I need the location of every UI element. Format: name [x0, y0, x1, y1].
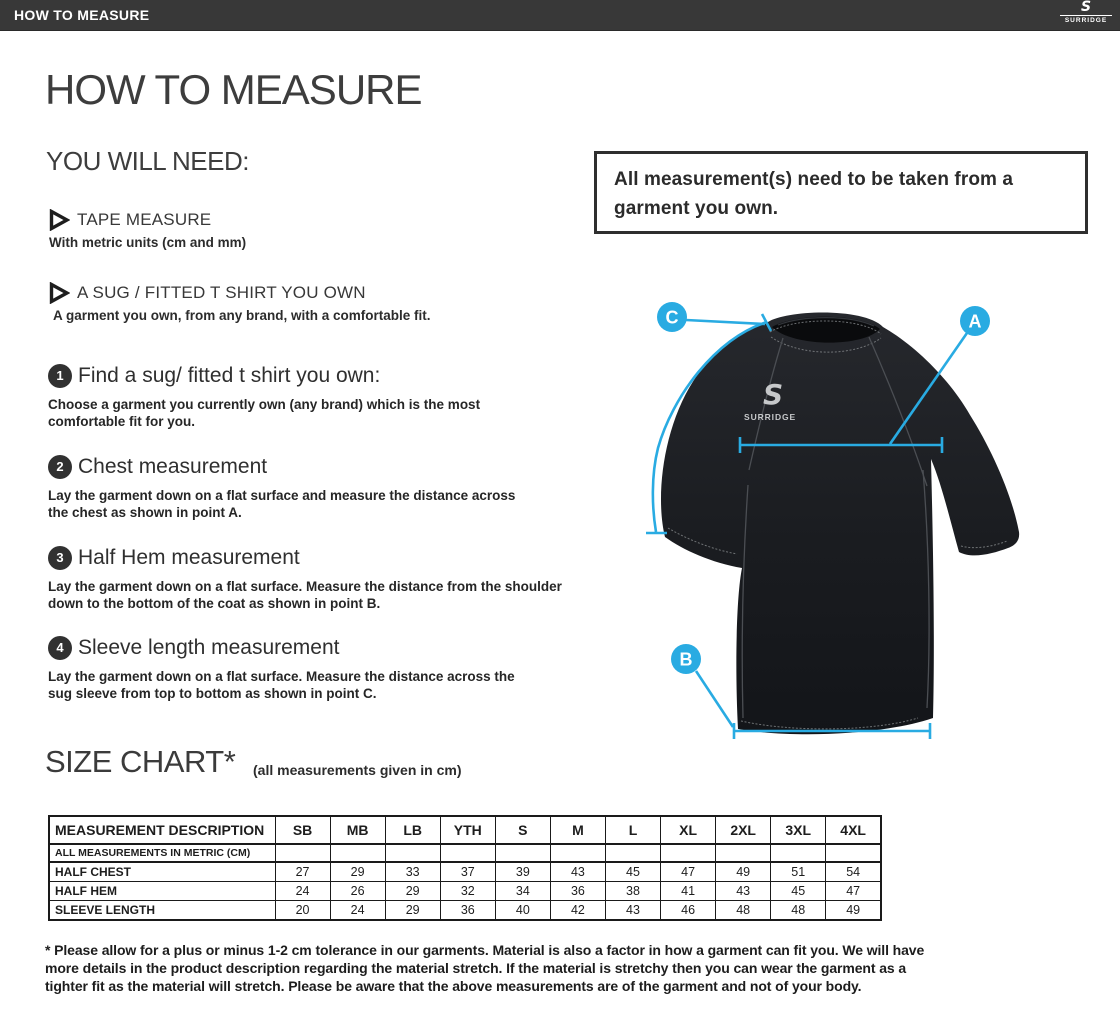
table-subheader-row	[49, 844, 881, 862]
play-triangle-icon	[48, 282, 70, 304]
table-cell: HALF CHEST	[49, 862, 275, 882]
table-cell: 24	[330, 901, 385, 921]
table-cell: 39	[495, 862, 550, 882]
table-cell: HALF HEM	[49, 882, 275, 901]
top-bar	[0, 0, 1120, 31]
step-number-badge: 1	[48, 364, 72, 388]
topbar-title: HOW TO MEASURE	[14, 7, 150, 23]
table-cell: 26	[330, 882, 385, 901]
marker-a-letter: A	[968, 311, 982, 332]
table-cell: 48	[771, 901, 826, 921]
shirt-body	[661, 312, 1019, 734]
table-header-cell: S	[495, 816, 550, 844]
marker-b	[671, 644, 701, 674]
table-cell	[495, 844, 550, 862]
table-cell: 29	[385, 901, 440, 921]
step-3	[48, 546, 608, 616]
shirt-svg	[620, 280, 1100, 760]
step-body-line: the chest as shown in point A.	[48, 505, 242, 520]
table-cell: 46	[661, 901, 716, 921]
table-cell: 40	[495, 901, 550, 921]
table-header-cell: M	[550, 816, 605, 844]
marker-c-letter: C	[665, 307, 679, 328]
table-cell	[661, 844, 716, 862]
table-cell	[550, 844, 605, 862]
table-cell: 29	[330, 862, 385, 882]
step-number-badge: 4	[48, 636, 72, 660]
table-cell: 33	[385, 862, 440, 882]
footnote-line: * Please allow for a plus or minus 1-2 cm tolerance in our garments. Material is also a factor in how a garment can fit you. We will have	[45, 942, 925, 958]
footnote-line: tighter fit as the material will stretch. Please be aware that the above measurements are of the garment and not of your body.	[45, 978, 862, 994]
table-header-cell: SB	[275, 816, 330, 844]
table-header-cell: XL	[661, 816, 716, 844]
marker-b-letter: B	[679, 649, 693, 670]
shirt-logo-text: SURRIDGE	[744, 412, 797, 422]
size-chart-caption: (all measurements given in cm)	[253, 762, 462, 778]
table-cell	[440, 844, 495, 862]
table-cell: 47	[826, 882, 881, 901]
brand-name: SURRIDGE	[1060, 15, 1112, 24]
table-cell: 54	[826, 862, 881, 882]
step-number-badge: 2	[48, 455, 72, 479]
table-cell	[275, 844, 330, 862]
table-header-cell: YTH	[440, 816, 495, 844]
surridge-s-icon: S	[1080, 0, 1092, 15]
footnote-line: more details in the product description regarding the material stretch. If the material is stretchy then you can wear the garment as a	[45, 960, 907, 976]
step-number-badge: 3	[48, 546, 72, 570]
table-cell: 48	[716, 901, 771, 921]
table-cell: SLEEVE LENGTH	[49, 901, 275, 921]
table-cell: 36	[440, 901, 495, 921]
table-cell: 51	[771, 862, 826, 882]
table-cell: 29	[385, 882, 440, 901]
table-header-cell: MEASUREMENT DESCRIPTION	[49, 816, 275, 844]
step-body-line: Lay the garment down on a flat surface. Measure the distance across the	[48, 669, 515, 684]
table-row	[49, 901, 881, 921]
shirt-logo-s-icon: S	[763, 378, 784, 411]
step-2	[48, 455, 608, 525]
marker-c-leader	[686, 320, 765, 324]
shirt-diagram	[620, 280, 1100, 760]
table-cell: 43	[716, 882, 771, 901]
brand-logo	[1060, 1, 1112, 24]
size-chart-title: SIZE CHART*	[45, 744, 236, 779]
note-box	[594, 151, 1088, 234]
table-cell: 41	[661, 882, 716, 901]
table-cell	[605, 844, 660, 862]
table-cell: 49	[716, 862, 771, 882]
table-cell: 43	[605, 901, 660, 921]
table-cell	[771, 844, 826, 862]
table-cell	[826, 844, 881, 862]
table-cell: 36	[550, 882, 605, 901]
requirement-label: A SUG / FITTED T SHIRT YOU OWN	[77, 283, 366, 302]
table-cell: 34	[495, 882, 550, 901]
table-header-cell: 3XL	[771, 816, 826, 844]
table-cell	[385, 844, 440, 862]
table-header-cell: 2XL	[716, 816, 771, 844]
table-header-row	[49, 816, 881, 844]
step-4	[48, 636, 608, 706]
table-row	[49, 882, 881, 901]
step-1	[48, 364, 608, 434]
table-cell: 43	[550, 862, 605, 882]
step-body-line: Lay the garment down on a flat surface. Measure the distance from the shoulder	[48, 579, 562, 594]
table-cell: 42	[550, 901, 605, 921]
requirement-detail: A garment you own, from any brand, with a comfortable fit.	[53, 308, 431, 323]
table-header-cell: L	[605, 816, 660, 844]
step-title: Half Hem measurement	[78, 546, 300, 569]
table-cell: 45	[771, 882, 826, 901]
table-cell: 32	[440, 882, 495, 901]
step-body-line: down to the bottom of the coat as shown in point B.	[48, 596, 381, 611]
marker-a	[960, 306, 990, 336]
requirement-label: TAPE MEASURE	[77, 210, 212, 229]
table-cell: 37	[440, 862, 495, 882]
table-cell	[330, 844, 385, 862]
marker-c	[657, 302, 687, 332]
table-cell: 24	[275, 882, 330, 901]
table-cell: 38	[605, 882, 660, 901]
table-header-cell: LB	[385, 816, 440, 844]
table-header-cell: MB	[330, 816, 385, 844]
page-title: HOW TO MEASURE	[45, 66, 422, 113]
table-row	[49, 862, 881, 882]
table-cell: 27	[275, 862, 330, 882]
table-cell: 47	[661, 862, 716, 882]
table-header-cell: 4XL	[826, 816, 881, 844]
step-body-line: comfortable fit for you.	[48, 414, 196, 429]
table-cell: ALL MEASUREMENTS IN METRIC (CM)	[49, 844, 275, 862]
table-cell	[716, 844, 771, 862]
step-title: Sleeve length measurement	[78, 636, 340, 659]
step-title: Find a sug/ fitted t shirt you own:	[78, 364, 381, 387]
step-body-line: sug sleeve from top to bottom as shown in point C.	[48, 686, 377, 701]
step-body-line: Choose a garment you currently own (any brand) which is the most	[48, 397, 481, 412]
table-cell: 45	[605, 862, 660, 882]
step-title: Chest measurement	[78, 455, 268, 478]
play-triangle-icon	[48, 209, 70, 231]
requirement-detail: With metric units (cm and mm)	[49, 235, 247, 250]
table-cell: 20	[275, 901, 330, 921]
marker-b-leader	[696, 671, 733, 727]
you-will-need-heading: YOU WILL NEED:	[46, 146, 249, 176]
table-cell: 49	[826, 901, 881, 921]
note-text: All measurement(s) need to be taken from a garment you own.	[614, 169, 1014, 219]
size-table	[48, 815, 882, 921]
step-body-line: Lay the garment down on a flat surface and measure the distance across	[48, 488, 516, 503]
